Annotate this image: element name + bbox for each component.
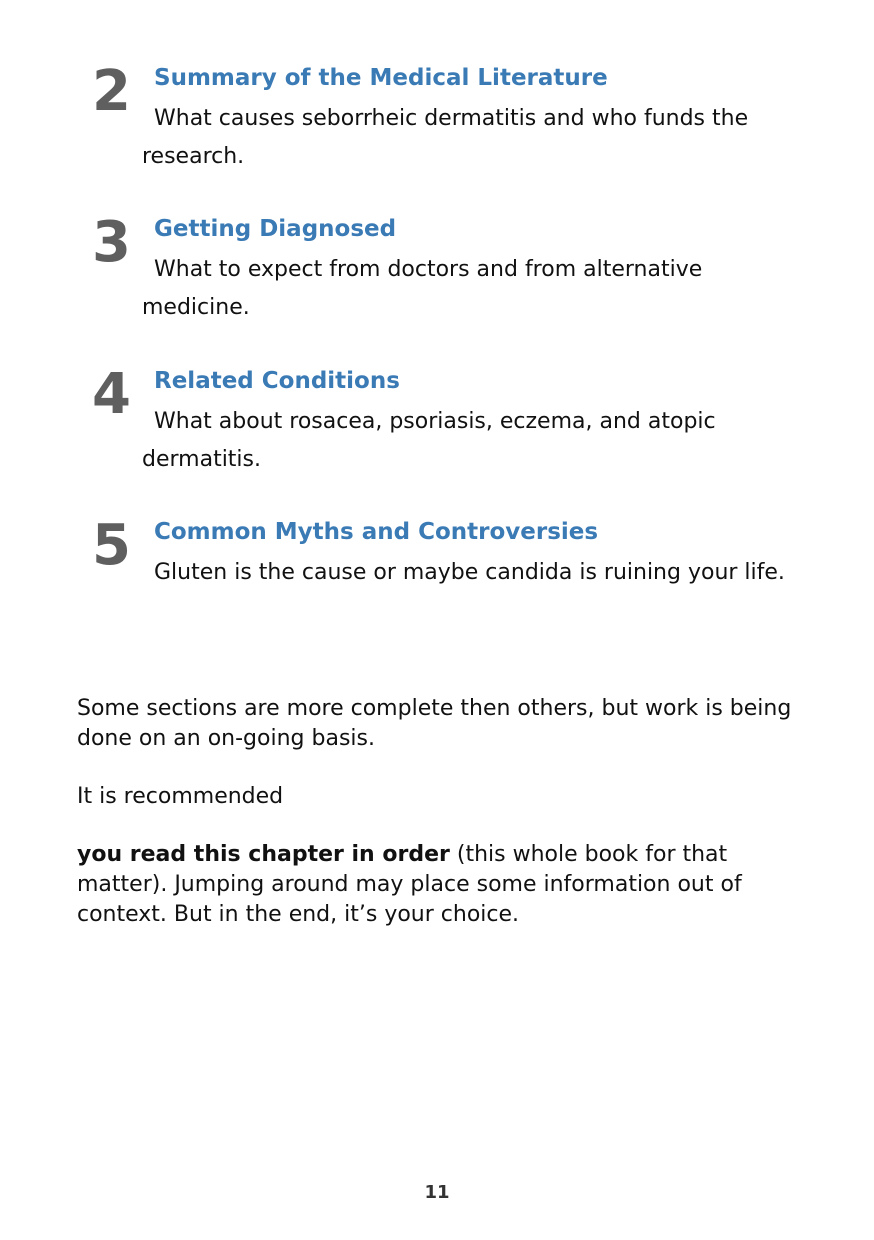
chapter-number: 3	[92, 210, 131, 275]
chapter-title-link[interactable]: Common Myths and Controversies	[154, 519, 599, 545]
reading-order-emphasis: you read this chapter in order	[77, 842, 450, 867]
page-number: 11	[424, 1182, 450, 1203]
chapter-title-link[interactable]: Summary of the Medical Literature	[154, 65, 608, 91]
chapter-number: 4	[92, 362, 131, 427]
reading-order-paragraph	[77, 840, 797, 930]
progress-note-paragraph: Some sections are more complete then others, but work is being done on an on-going basis.	[77, 696, 792, 751]
chapter-description: What causes seborrheic dermatitis and who funds the research.	[142, 106, 749, 169]
reading-order-text: (this whole book for that matter). Jumping around may place some information out of context. But in the end, it’s your choice.	[77, 842, 742, 927]
chapter-title-link[interactable]: Related Conditions	[154, 368, 400, 394]
recommendation-paragraph: It is recommended	[77, 784, 284, 809]
chapter-number: 2	[92, 59, 131, 124]
chapter-description: What to expect from doctors and from alternative medicine.	[142, 257, 703, 320]
chapter-number: 5	[92, 513, 131, 578]
chapter-description: What about rosacea, psoriasis, eczema, and atopic dermatitis.	[142, 409, 716, 472]
chapter-description: Gluten is the cause or maybe candida is ruining your life.	[154, 560, 785, 585]
chapter-title-link[interactable]: Getting Diagnosed	[154, 216, 397, 242]
